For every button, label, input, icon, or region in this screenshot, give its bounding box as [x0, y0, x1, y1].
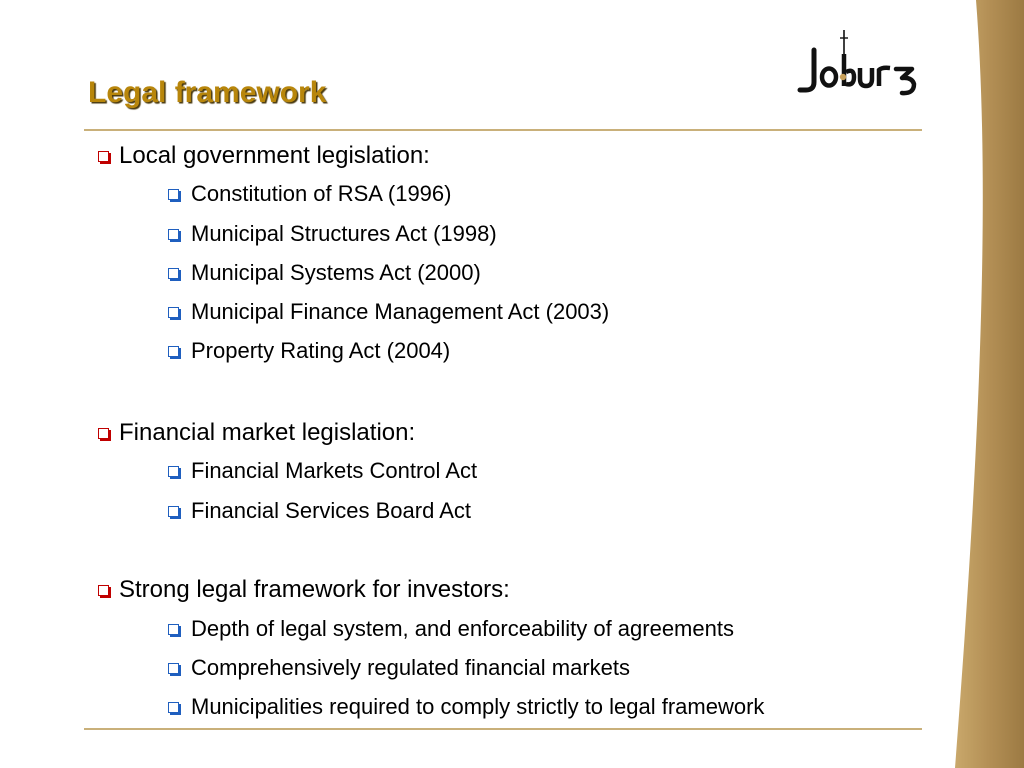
square-bullet-icon	[168, 702, 179, 713]
list-item-text: Municipalities required to comply strictly to legal framework	[191, 694, 765, 719]
list-item	[168, 693, 764, 721]
section-heading	[98, 141, 430, 171]
list-item-text: Constitution of RSA (1996)	[191, 181, 452, 206]
list-item-text: Comprehensively regulated financial markets	[191, 655, 630, 680]
list-item	[168, 654, 630, 682]
square-bullet-icon	[168, 624, 179, 635]
list-item	[168, 180, 451, 208]
list-item	[168, 615, 734, 643]
list-item-text: Depth of legal system, and enforceability of agreements	[191, 616, 734, 641]
square-bullet-icon	[98, 428, 109, 439]
section-heading-text: Local government legislation:	[119, 142, 430, 169]
square-bullet-icon	[168, 506, 179, 517]
list-item	[168, 457, 477, 485]
square-bullet-icon	[168, 307, 179, 318]
square-bullet-icon	[168, 466, 179, 477]
square-bullet-icon	[168, 663, 179, 674]
section-heading	[98, 418, 415, 448]
list-item	[168, 497, 471, 525]
square-bullet-icon	[98, 585, 109, 596]
section-heading-text: Strong legal framework for investors:	[119, 576, 510, 603]
list-item-text: Financial Markets Control Act	[191, 458, 478, 483]
list-item-text: Municipal Systems Act (2000)	[191, 260, 481, 285]
list-item-text: Financial Services Board Act	[191, 498, 472, 523]
section-heading-text: Financial market legislation:	[119, 419, 416, 446]
list-item	[168, 337, 450, 365]
square-bullet-icon	[98, 151, 109, 162]
square-bullet-icon	[168, 229, 179, 240]
list-item	[168, 298, 609, 326]
square-bullet-icon	[168, 268, 179, 279]
list-item	[168, 259, 481, 287]
list-item-text: Municipal Finance Management Act (2003)	[191, 299, 610, 324]
square-bullet-icon	[168, 189, 179, 200]
list-item	[168, 220, 497, 248]
square-bullet-icon	[168, 346, 179, 357]
footer-divider	[84, 728, 922, 730]
list-item-text: Municipal Structures Act (1998)	[191, 221, 497, 246]
list-item-text: Property Rating Act (2004)	[191, 338, 451, 363]
slide-title: Legal framework	[88, 76, 327, 109]
section-heading	[98, 575, 510, 605]
